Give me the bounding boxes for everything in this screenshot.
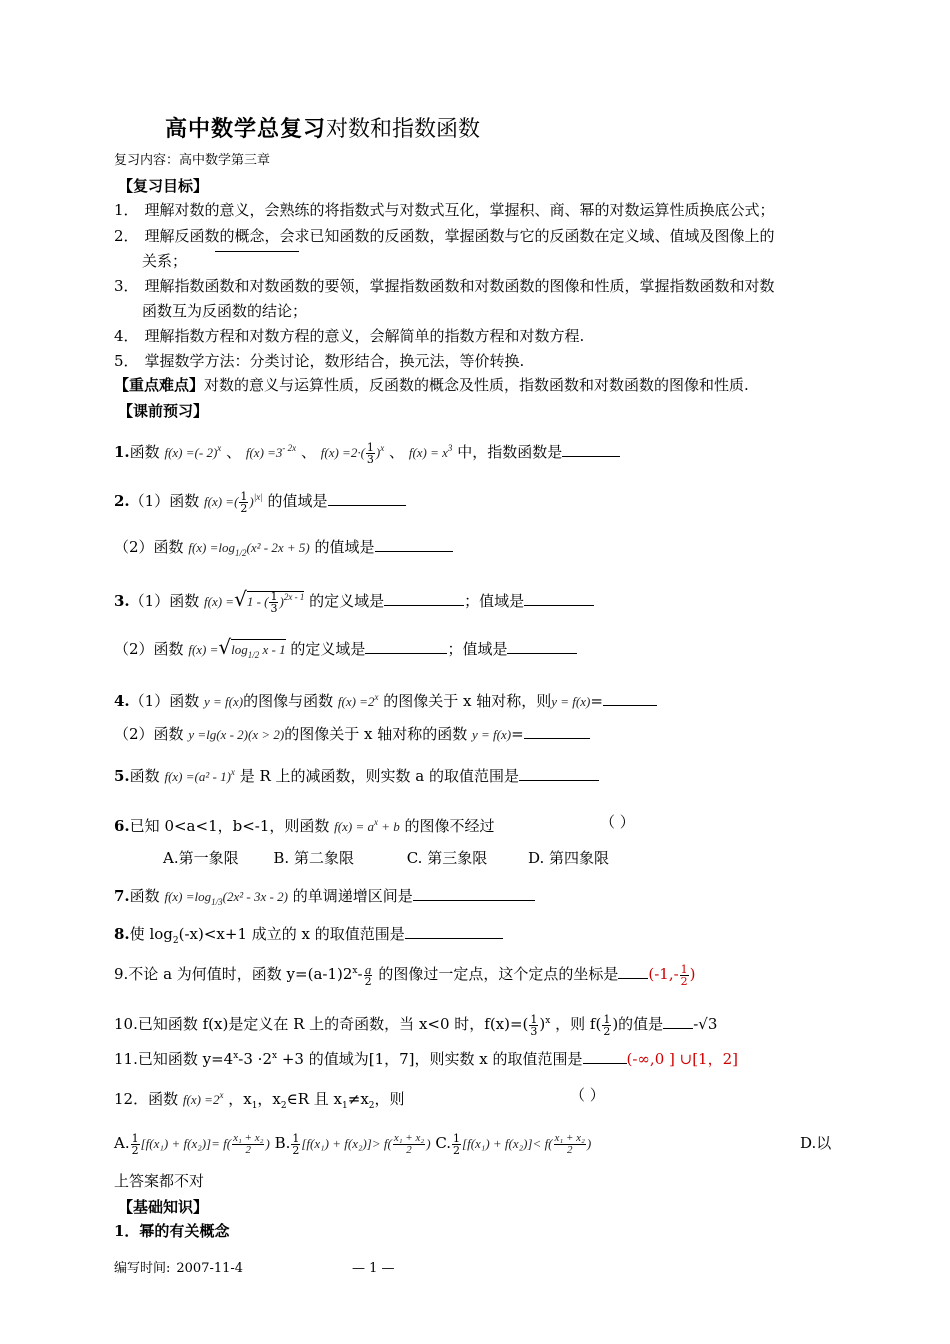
answer-blank: [663, 1012, 693, 1029]
goal-5: 5． 掌握数学方法：分类讨论，数形结合，换元法，等价转换.: [114, 352, 525, 370]
goal-2-cont: 关系；: [142, 252, 188, 270]
answer-blank: [405, 922, 503, 939]
answer-blank: [618, 962, 648, 979]
question-9: 9.不论 a 为何值时，函数 $y=(a-1)2^x-$ $\frac{a}{2}$ 的图像过一定点，这个定点的坐标是 (-1,- $\frac{1}{2}$ ): [114, 961, 696, 988]
question-3b: （2）函数 $f(x) =√\log_{1/2}$ x - 1 的定义域是 ；值域是: [114, 636, 577, 666]
goals-heading: 【复习目标】: [118, 177, 209, 195]
question-4a: 4.（1）函数 y = f(x)的图像与函数 $f(x) =2^x$ 的图像关于 x 轴对称，则y = f(x)=: [114, 686, 657, 713]
option-d-cont: 上答案都不对: [114, 1172, 205, 1190]
question-8: 8.使 $\log_2(-x)<x+1$ 成立的 x 的取值范围是: [114, 922, 503, 952]
answer-blank: [413, 884, 535, 901]
answer-blank: [375, 535, 453, 552]
review-content: 复习内容：高中数学第三章: [114, 153, 271, 168]
goal-1: 1． 理解对数的意义，会熟练的将指数式与对数式互化，掌握积、商、幂的对数运算性质换底公式；: [114, 201, 775, 219]
answer-blank: [328, 489, 406, 506]
goal-3: 3． 理解指数函数和对数函数的要领，掌握指数函数和对数函数的图像和性质，掌握指数函数和对数: [114, 277, 775, 295]
question-5: 5.函数 f(x) =(a² - 1)$^x$ 是 R 上的减函数，则实数 a 的取值范围是: [114, 761, 599, 788]
goal-2: 2． 理解反函数的概念，会求已知函数的反函数，掌握函数与它的反函数在定义域、值域及图像上的: [114, 227, 775, 245]
basics-heading: 【基础知识】: [118, 1198, 209, 1216]
choice-parens: （ ）: [570, 1086, 605, 1104]
title-bold: 高中数学总复习: [165, 116, 327, 142]
answer-blank: [583, 1047, 627, 1064]
answer-blank: [562, 440, 620, 457]
question-2b: （2）函数 $f(x) =\log_{1/2}(x^2 - 2x + 5)$ 的值域是: [114, 535, 453, 564]
answer-blank: [384, 589, 464, 606]
title-rest: 对数和指数函数: [326, 117, 481, 142]
footer-date: 编写时间: 2007-11-4: [114, 1261, 244, 1276]
goal-3-cont: 函数互为反函数的结论；: [142, 302, 308, 320]
question-1: 1.函数 f(x) =(- 2)$^x$ 、 $f(x) =3^{- 2x}$ 、 f(x) =2·( $\frac{1}{3}$ )$^x$ 、 $f(x) = x^3$ 中，指数函数是: [114, 437, 620, 465]
basics-1: 1．幂的有关概念: [114, 1222, 230, 1240]
goal-4: 4． 理解指数方程和对数方程的意义，会解简单的指数方程和对数方程.: [114, 327, 585, 345]
question-7: 7.函数 $f(x) =\log_{1/3}(2x^2 - 3x - 2)$ 的单调递增区间是: [114, 884, 535, 913]
question-12: 12．函数 $f(x) =2^x$ ，$x_1$，$x_2\in R$ 且 $x_1\ne x_2$，则: [114, 1090, 405, 1111]
answer-blank: [603, 689, 657, 706]
answer-blank: [519, 764, 599, 781]
question-10: 10.已知函数 f(x)是定义在 R 上的奇函数，当 x<0 时，f(x)=( $\frac{1}{3}$ )$^x$ ，则 f( $\frac{1}{2}$ )的值是 -√3: [114, 1012, 718, 1038]
key-points: 【重点难点】对数的意义与运算性质，反函数的概念及性质，指数函数和对数函数的图像和性质.: [114, 376, 749, 394]
page-title: [165, 112, 480, 143]
question-6-options: A.第一象限 B. 第二象限 C. 第三象限 D. 第四象限: [163, 849, 610, 867]
preview-heading: 【课前预习】: [118, 402, 209, 420]
answer-blank: [524, 722, 590, 739]
question-11: 11.已知函数 $y=4^x-3 \cdot 2^x +3$ 的值域为[1，7]，则实数 x 的取值范围是 (-∞,0 ] ∪[1，2]: [114, 1045, 738, 1070]
question-6: 6.已知 0<a<1，b<-1，则函数 $f(x) = a^x + b$ 的图像不经过: [114, 817, 495, 835]
question-4b: （2）函数 y =lg(x - 2)(x > 2)的图像关于 x 轴对称的函数 y = f(x)=: [114, 722, 590, 746]
answer-blank: [524, 589, 594, 606]
underline-mark: [215, 251, 299, 252]
answer-blank: [365, 637, 447, 654]
answer-blank: [507, 637, 577, 654]
option-d: D.以: [800, 1134, 832, 1152]
question-12-options: A. $\frac{1}{2}$ [f(x₁) + f(x₂)]= f( $\frac{\text{x₁ + x₂}}{2}$ ) B. $\frac{1}{2}$ [f(x₁) + f(x₂)]> f( $\frac{\text{x₁ + x₂}}{2}$ ) C. $\frac{1}{2}$ [f(x₁) + f(x₂)]< f( $\frac{\text{x₁ + x₂}}{2}$ ): [114, 1131, 592, 1157]
question-3a: 3.（1）函数 f(x) =√1 - ( $\frac{1}{3}$ )$^{2x - 1}$ 的定义域是 ；值域是: [114, 586, 594, 614]
choice-parens: （ ）: [600, 813, 635, 831]
question-2a: 2.（1）函数 f(x) =( $\frac{1}{2}$ )$^{|x|}$ 的值域是: [114, 486, 406, 514]
page-number: — 1 —: [352, 1261, 395, 1276]
